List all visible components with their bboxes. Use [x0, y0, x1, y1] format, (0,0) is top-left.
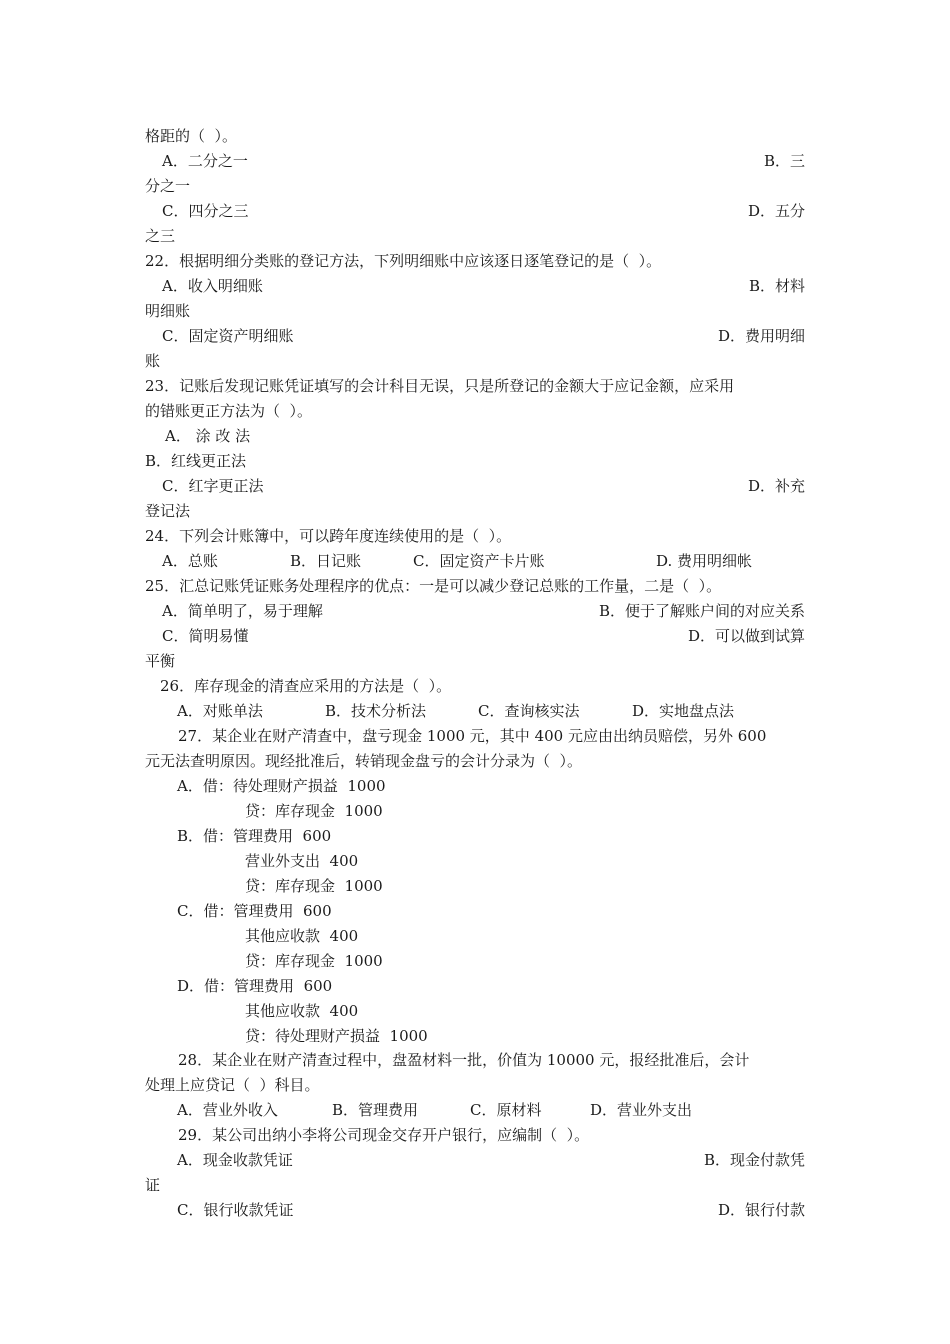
text-line: 元无法查明原因。现经批准后，转销现金盘亏的会计分录为（ ）。: [145, 752, 583, 770]
journal-line: 贷：待处理财产损益 1000: [245, 1027, 428, 1045]
option-a: A． 涂 改 法: [165, 427, 251, 445]
option-d: D．费用明细: [717, 327, 805, 345]
question-22: 22．根据明细分类账的登记方法，下列明细账中应该逐日逐笔登记的是（ ）。: [145, 252, 662, 270]
question-23: 23．记账后发现记账凭证填写的会计科目无误，只是所登记的金额大于应记金额，应采用: [145, 377, 735, 395]
option-d: D．借：管理费用 600: [177, 977, 333, 995]
option-b: B．管理费用: [332, 1101, 419, 1119]
option-a: A．二分之一: [162, 152, 248, 170]
journal-line: 其他应收款 400: [245, 1002, 359, 1020]
option-c: C．固定资产明细账: [162, 327, 294, 345]
option-c: C．查询核实法: [478, 702, 580, 720]
option-c: C．原材料: [470, 1101, 542, 1119]
text-line: 证: [145, 1176, 161, 1194]
option-a: A．总账: [162, 552, 218, 570]
option-d: D．营业外支出: [590, 1101, 693, 1119]
option-a: A．借：待处理财产损益 1000: [177, 777, 386, 795]
option-b: B．日记账: [290, 552, 362, 570]
option-b: B．借：管理费用 600: [177, 827, 332, 845]
option-b: B．便于了解账户间的对应关系: [598, 602, 805, 620]
option-b: B．技术分析法: [325, 702, 427, 720]
option-a: A．收入明细账: [162, 277, 263, 295]
option-b: B．材料: [748, 277, 805, 295]
journal-line: 贷：库存现金 1000: [245, 952, 383, 970]
option-d: D．五分: [747, 202, 805, 220]
option-c: C．红字更正法: [162, 477, 264, 495]
option-b: B．三: [763, 152, 805, 170]
text-line: 处理上应贷记（ ）科目。: [145, 1076, 320, 1094]
text-line: 分之一: [145, 177, 191, 195]
option-d: D．可以做到试算: [687, 627, 805, 645]
option-a: A．对账单法: [177, 702, 263, 720]
question-26: 26．库存现金的清查应采用的方法是（ ）。: [160, 677, 452, 695]
option-c: C．四分之三: [162, 202, 249, 220]
option-d: D．银行付款: [717, 1201, 805, 1219]
option-b: B．现金付款凭: [703, 1151, 805, 1169]
option-a: A．营业外收入: [177, 1101, 278, 1119]
text-line: 账: [145, 352, 161, 370]
option-c: C．借：管理费用 600: [177, 902, 332, 920]
text-line: 明细账: [145, 302, 191, 320]
question-28: 28．某企业在财产清查过程中，盘盈材料一批，价值为 10000 元，报经批准后，会计: [178, 1051, 750, 1069]
option-b: B．红线更正法: [145, 452, 247, 470]
text-line: 的错账更正方法为（ ）。: [145, 402, 313, 420]
option-d: D. 费用明细帐: [656, 552, 753, 570]
question-24: 24．下列会计账簿中，可以跨年度连续使用的是（ ）。: [145, 527, 512, 545]
text-line: 格距的（ ）。: [145, 127, 238, 145]
text-line: 之三: [145, 227, 176, 245]
text-line: 登记法: [145, 502, 191, 520]
question-25: 25．汇总记账凭证账务处理程序的优点：一是可以减少登记总账的工作量，二是（ ）。: [145, 577, 722, 595]
option-a: A．现金收款凭证: [177, 1151, 293, 1169]
question-29: 29．某公司出纳小李将公司现金交存开户银行，应编制（ ）。: [178, 1126, 590, 1144]
text-line: 平衡: [145, 652, 176, 670]
option-c: C．简明易懂: [162, 627, 249, 645]
option-a: A．简单明了，易于理解: [162, 602, 323, 620]
journal-line: 营业外支出 400: [245, 852, 359, 870]
option-d: D．实地盘点法: [632, 702, 735, 720]
option-d: D．补充: [747, 477, 805, 495]
journal-line: 其他应收款 400: [245, 927, 359, 945]
journal-line: 贷：库存现金 1000: [245, 802, 383, 820]
question-27: 27．某企业在财产清查中，盘亏现金 1000 元，其中 400 元应由出纳员赔偿，另外 600: [178, 727, 767, 745]
journal-line: 贷：库存现金 1000: [245, 877, 383, 895]
option-c: C．固定资产卡片账: [413, 552, 545, 570]
option-c: C．银行收款凭证: [177, 1201, 294, 1219]
